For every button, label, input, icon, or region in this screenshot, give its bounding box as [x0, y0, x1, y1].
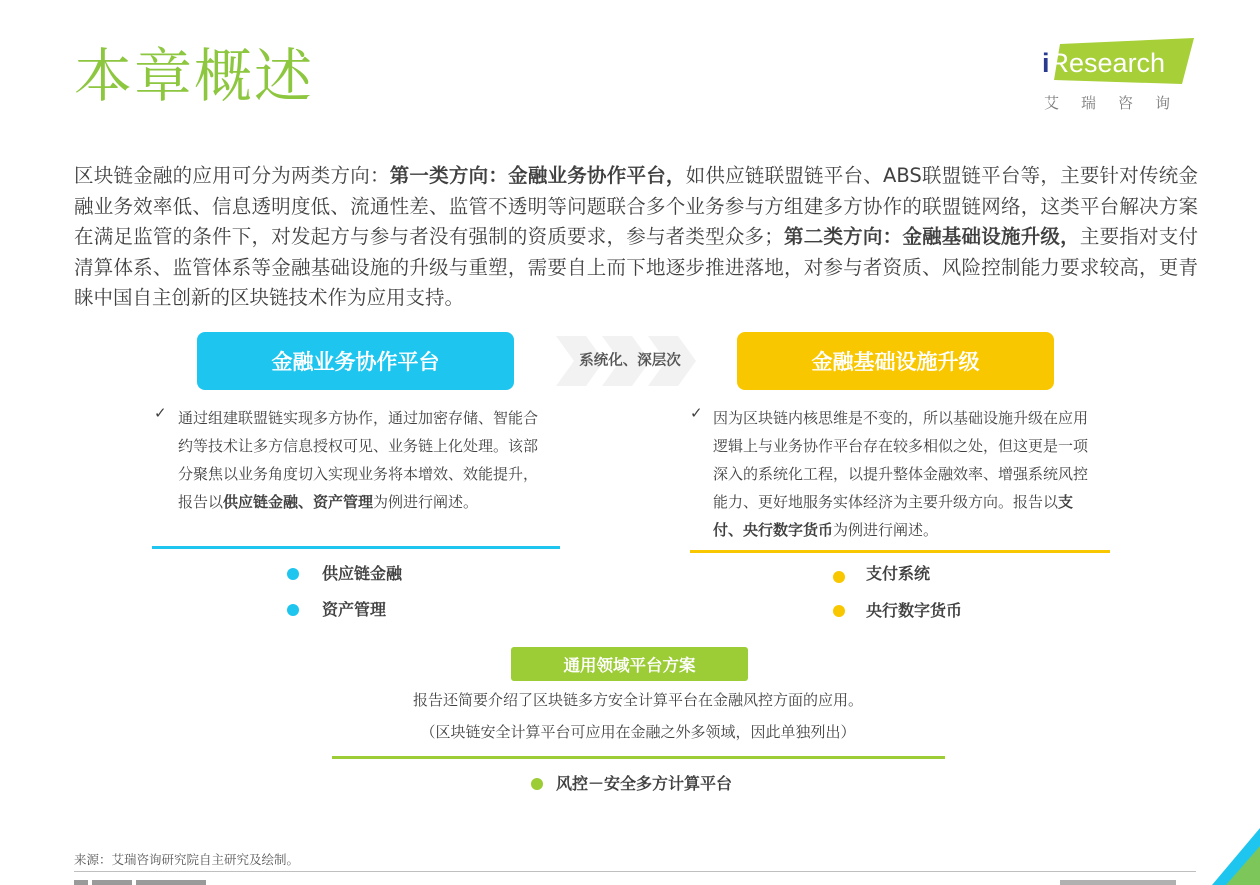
right-divider — [690, 550, 1110, 553]
intro-bold-2: 第二类方向：金融基础设施升级， — [783, 225, 1080, 248]
financial-collaboration-header: 金融业务协作平台 — [197, 332, 514, 390]
left-divider — [152, 546, 560, 549]
footer-copyright-fragment — [74, 879, 224, 885]
list-item-supply-chain-finance: 供应链金融 — [322, 564, 403, 583]
bullet-dot-icon — [287, 604, 299, 616]
left-desc-text-b: 为例进行阐述。 — [373, 493, 479, 511]
right-description — [713, 404, 1095, 544]
right-desc-text-a: 因为区块链内核思维是不变的，所以基础设施升级在应用逻辑上与业务协作平台存在较多相似之处，但这更是一项深入的系统化工程，以提升整体金融效率、增强系统风控能力、更好地服务实体经济为主要升级方向。报告以 — [713, 409, 1089, 511]
bullet-dot-icon — [531, 778, 543, 790]
bullet-dot-icon — [287, 568, 299, 580]
general-divider — [332, 756, 945, 759]
intro-paragraph — [74, 161, 1198, 314]
corner-decoration-icon — [1210, 828, 1260, 885]
intro-text-2: 如供应链联盟链平台、ABS联盟链平台等，主要针对传统金融业务效率低、信息透明度低、流通性差、监管不透明等问题联合多个业务参与方组建多方协作的联盟链网络，这类平台解决方案在满足监管的条件下，对发起方与参与者没有强制的资质要求，参与者类型众多； — [74, 164, 1198, 248]
iresearch-logo — [1038, 34, 1208, 116]
footer-divider — [74, 871, 1196, 872]
right-desc-text-b: 为例进行阐述。 — [833, 521, 939, 539]
general-description-line-2: （区块链安全计算平台可应用在金融之外多领域，因此单独列出） — [420, 723, 856, 741]
list-item-risk-control-mpc: 风控－安全多方计算平台 — [556, 774, 733, 793]
logo-chinese-name: 艾瑞咨询 — [1044, 94, 1193, 112]
general-platform-header: 通用领域平台方案 — [511, 647, 748, 681]
bullet-dot-icon — [833, 605, 845, 617]
systematic-deep-label: 系统化、深层次 — [579, 353, 681, 369]
bullet-dot-icon — [833, 571, 845, 583]
intro-text-1: 区块链金融的应用可分为两类方向： — [74, 164, 390, 187]
intro-bold-1: 第一类方向：金融业务协作平台， — [389, 164, 686, 187]
general-description-line-1: 报告还简要介绍了区块链多方安全计算平台在金融风控方面的应用。 — [412, 691, 863, 709]
left-desc-text-a: 通过组建联盟链实现多方协作，通过加密存储、智能合约等技术让多方信息授权可见、业务链上化处理。该部分聚焦以业务角度切入实现业务将本增效、效能提升，报告以 — [178, 409, 539, 511]
page-title: 本章概述 — [74, 42, 315, 110]
list-item-cbdc: 央行数字货币 — [866, 601, 963, 620]
list-item-asset-management: 资产管理 — [322, 600, 387, 619]
left-desc-bold: 供应链金融、资产管理 — [223, 493, 374, 511]
check-icon: ✓ — [690, 404, 703, 422]
intro-text-3: 主要指对支付清算体系、监管体系等金融基础设施的升级与重塑，需要自上而下地逐步推进落地，对参与者资质、风险控制能力要求较高，更青睐中国自主创新的区块链技术作为应用支持。 — [74, 225, 1198, 309]
infrastructure-upgrade-header: 金融基础设施升级 — [737, 332, 1054, 390]
footer-website-fragment — [1060, 879, 1180, 885]
source-note: 来源：艾瑞咨询研究院自主研究及绘制。 — [74, 852, 300, 867]
check-icon: ✓ — [154, 404, 167, 422]
logo-wordmark-rest: Research — [1049, 48, 1166, 78]
right-desc-bold: 支付、央行数字货币 — [713, 493, 1074, 539]
left-description — [178, 404, 548, 516]
logo-wordmark — [1042, 46, 1165, 80]
list-item-payment-system: 支付系统 — [866, 564, 931, 583]
logo-wordmark-i: i — [1042, 48, 1050, 78]
